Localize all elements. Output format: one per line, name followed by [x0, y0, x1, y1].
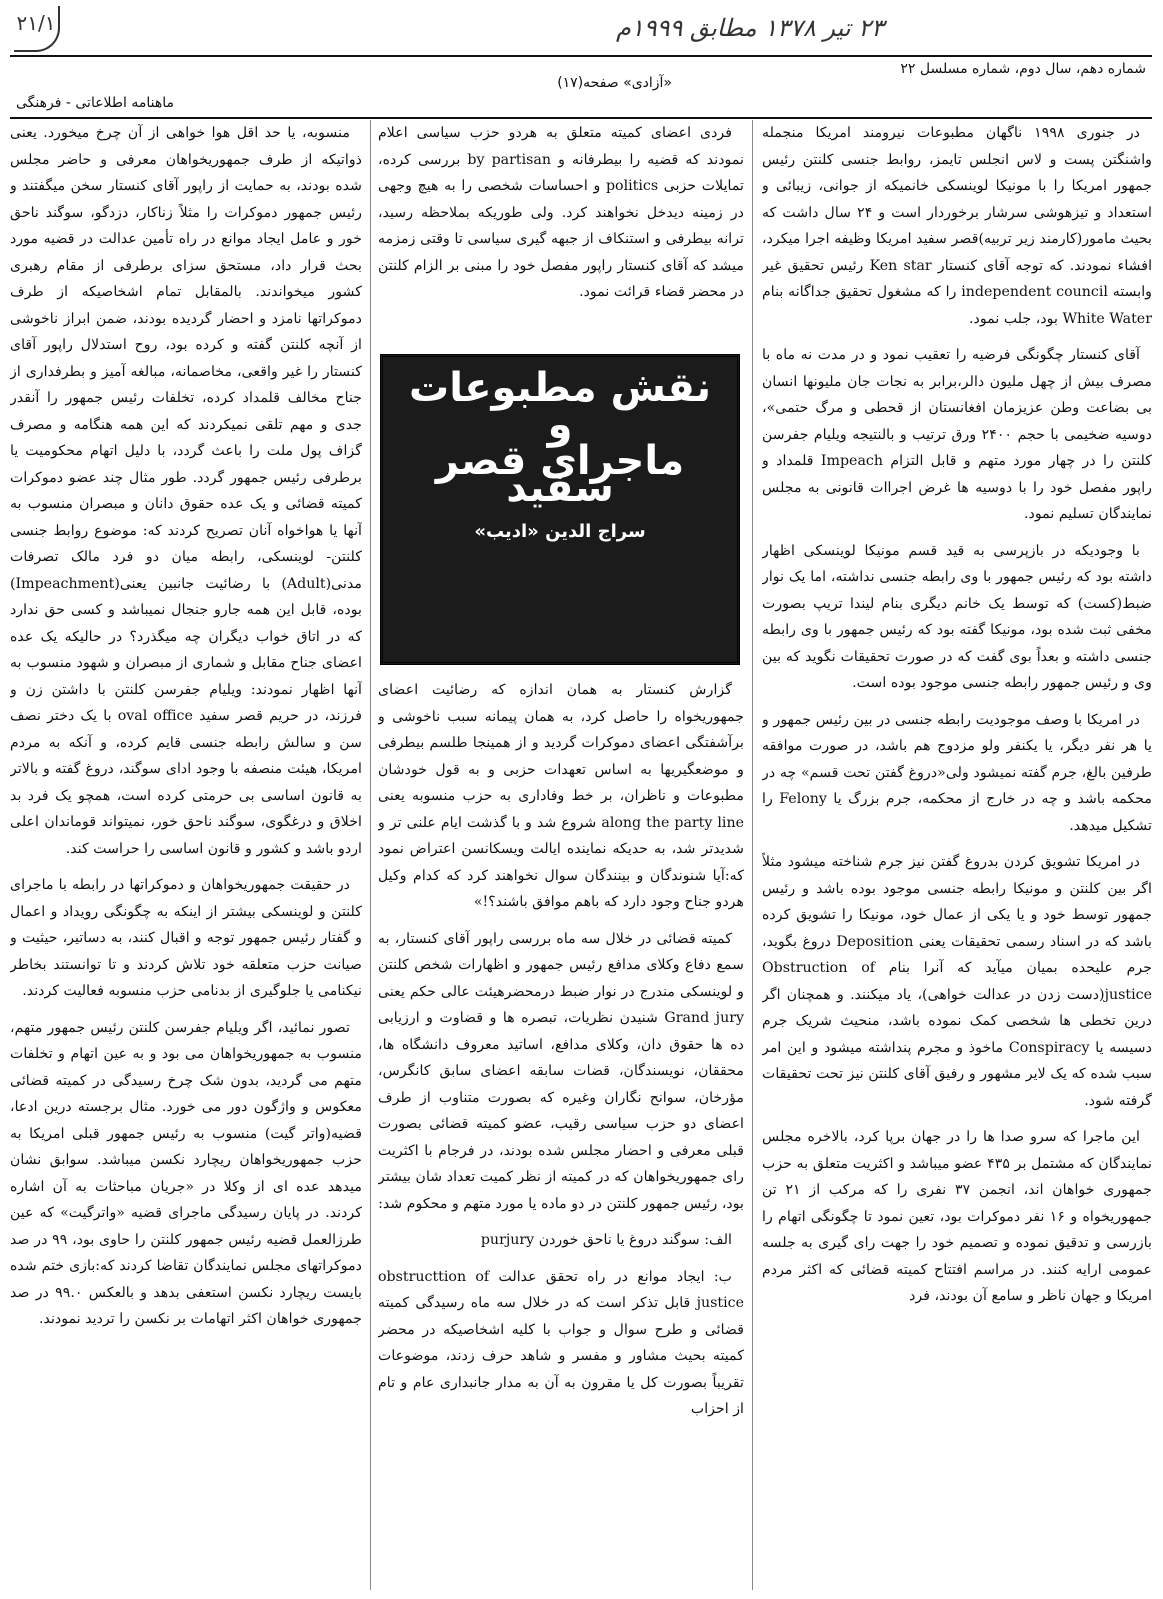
column-middle: [378, 120, 744, 1595]
paragraph: در جنوری ۱۹۹۸ ناگهان مطبوعات نیرومند امریکا منجمله واشنگتن پست و لاس انجلس تایمز، روابط جنسی کلنتن رئیس جمهور امریکا را با مونیکا لوینسکی خانمیکه از جوانی، زیبائی و استعداد و تیزهوشی سرشار برخوردار است و ۲۴ سال داشت که بحیث مامور(کارمند زیر تربیه)قصر سفید امریکا وظیفه اجرا میکرد، افشاء نمودند. که توجه آقای کنستار Ken star رئیس تحقیق غیر وابسته independent council را که مشغول تحقیق جداگانه بنام White Water بود، جلب نمود.: [762, 125, 1152, 327]
masthead: [10, 55, 1152, 119]
article-title-line: ماجرای قصر سفید: [435, 438, 685, 511]
middle-bottom-text: [378, 677, 744, 1567]
paragraph: الف: سوگند دروغ یا ناحق خوردن purjury: [480, 1232, 732, 1248]
paragraph: در امریکا با وصف موجودیت رابطه جنسی در بین رئیس جمهور و یا هر نفر دیگر، یا یکنفر ولو مزدوج هم باشد، در صورت موافقه طرفین بالغ، جرم گفته نمیشود ولی«دروغ گفتن تحت قسم» چه در محکمه باشد و چه در خارج از محکمه، جرم بزرگ یا Felony را تشکیل میدهد.: [762, 711, 1152, 834]
paragraph: تصور نمائید، اگر ویلیام جفرسن کلنتن رئیس جمهور متهم، منسوب به جمهوریخواهان می بود و به عین اتهام و تخلفات متهم می گردید، بدون شک چرخ رسیدگی در کمیته قضائی معکوس و واژگون دور می خورد. مثال برجسته درین ادعا، قضیه(واتر گیت) منسوب به رئیس جمهور قبلی امریکا به حزب جمهوریخواهان ریچارد نکسن میباشد. سوابق نشان میدهد عده ای از وکلا در «جریان مباحثات به آن اشاره کردند. در پایان رسیدگی ماجرای قضیه «واترگیت» که عین طرزالعمل قضیه رئیس جمهور کلنتن را حاوی بود، ۹۹ در صد دموکراتهای مجلس نمایندگان تقاضا کردند که:بازی ختم شده بایست ریچارد نکسن استعفی بدهد و بالعکس ۹۹.۰ در صد جمهوری خواهان اکثر اتهامات بر نکسن را تردید نمودند.: [10, 1019, 362, 1327]
page-reference: «آزادی» صفحه(۱۷): [557, 75, 672, 91]
article-title-line: نقش مطبوعات: [409, 365, 711, 411]
paragraph: منسوبه، یا حد اقل هوا خواهی از آن چرخ میخورد. یعنی ذواتیکه از طرف جمهوریخواهان معرفی و حاضر مجلس شده بودند، به حمایت از راپور آقای کنستار سخن میگفتند و رئیس جمهور دموکرات را مثلاً زناکار، دزدگو، سوگند ناحق خور و عامل ایجاد موانع در راه تأمین عدالت در قضیه مورد بحث قرار داد، مستحق سزای برطرفی از مقام رهبری کشور میخواندند. بالمقابل تمام اشخاصیکه از طرف دموکراتها نامزد و احضار گردیده بودند، ضمن ابراز ناخوشی از آنچه کلنتن گفته و کرده بود، روح استدلال راپور آقای کنستار را غیر واقعی، مخاصمانه، مبالغه آمیز و بطرفداری از جناح مخالف قلمداد کرده، تخلفات رئیس جمهور را آنقدر جدی و مهم تلقی نمیکردند که این همه هنگامه و مصرف گزاف پول ملت را باعث گردد، با دلیل اتهام محکومیت یا برطرفی رئیس جمهور گردد. طور مثال چند عضو دموکرات کمیته قضائی و یک عده حقوق دانان و مبصران منسوب به آنها یا هواخواه آنان تصریح کردند که: موضوع روابط جنسی کلنتن- لوینسکی، رابطه میان دو فرد مالک تصرفات مدنی(Adult) با رضائیت جانبین یعنی(Impeachment) بوده، قابل این همه جارو جنجال نمیباشد و کسی حق ندارد که در اتاق خواب دیگران چه میگذرد؟ در حالیکه یک عده اعضای جناح مقابل و شماری از مبصران و شهود منسوب به آنها اظهار نمودند: ویلیام جفرسن کلنتن با داشتن زن و فرزند، در حریم قصر سفید oval office با یک دختر نصف سن و سالش رابطه جنسی قایم کرده، و آنکه به مردم امریکا، هیئت منصفه با وجود ادای سوگند، دروغ گفته و بالاتر به قانون اساسی بی حرمتی کرده است، همچو یک فرد بد اخلاق و درغگوی، سوگند ناحق خور، نمیتواند قوماندان اعلی اردو باشد و کشور و قانون اساسی را حراست کند.: [10, 125, 362, 857]
paragraph: در حقیقت جمهوریخواهان و دموکراتها در رابطه با ماجرای کلنتن و لوینسکی بیشتر از اینکه به چگونگی رویداد و اعمال و گفتار رئیس جمهور توجه و اقبال کنند، به دساتیر، حیثیت و صیانت حزب متعلقه خود تلاش کردند و تا توانستند بخاطر نیکنامی یا جلوگیری از بدنامی حزب منسوبه فعالیت کردند.: [10, 877, 362, 999]
handwritten-corner-mark: ۲۱/۱: [14, 6, 60, 52]
paragraph: با وجودیکه در بازپرسی به قید قسم مونیکا لوینسکی اظهار داشته بود که رئیس جمهور با وی رابطه جنسی نداشته، اما یک نوار ضبط(کست) که توسط یک خانم دیگری بنام لیندا تریپ بصورت مخفی ثبت شده بود، مونیکا گفته بود که رئیس جمهور با وی رابطه جنسی داشته و بعداً بوی گفت که در صورت تحقیقات نگوید که بین وی و رئیس جمهور رابطه جنسی موجود بوده است.: [762, 542, 1152, 691]
paragraph: در امریکا تشویق کردن بدروغ گفتن نیز جرم شناخته میشود مثلاً اگر بین کلنتن و مونیکا رابطه جنسی موجود بوده باشد و رئیس جمهور توسط خود و یا یکی از عمال خود، مونیکا را تشویق کرده باشد که در اسناد رسمی تحقیقات یعنی Deposition دروغ بگوید، جرم علیحده بمیان میآید که آنرا بنام Obstruction of justice(دست زدن در عدالت خواهی)، یاد میکنند. و همچنان اگر درین تخطی ها شخصی کمک نموده باشد، منحیث شریک جرم دسیسه یا Conspiracy ماخوذ و مجرم پنداشته میشود و این امر سبب شده که یک لایر مشهور و رفیق آقای کلنتن نیز تحت تحقیقات گرفته شود.: [762, 854, 1152, 1109]
column-divider: [370, 120, 371, 1590]
article-title-box: [380, 354, 740, 665]
paragraph: ب: ایجاد موانع در راه تحقق عدالت obstructtion of justice قابل تذکر است که در خلال سه ماه رسیدگی کمیته قضائی و طرح سوال و جواب با کلیه اشخاصیکه در محضر کمیته بحیث مشاور و مفسر و شاهد حرف زدند، موضوعات تقریباً بصورت کل یا مقرون به آن به مدار جانبداری عام و تام از احزاب: [378, 1268, 744, 1417]
issue-number: شماره دهم، سال دوم، شماره مسلسل ۲۲: [900, 61, 1146, 77]
paragraph: گزارش کنستار به همان اندازه که رضائیت اعضای جمهوریخواه را حاصل کرد، به همان پیمانه سبب ناخوشی و برآشفتگی اعضای دموکرات گردید و از همینجا طلسم بیطرفی و موضعگیریها به اساس تعهدات حزبی و به قول خودشان مطبوعات و ناظران، بر خط وفاداری به حزب منسوبه یعنی along the party line شروع شد و با گذشت ایام علنی تر و شدیدتر شد، به حدیکه نماینده ایالت ویسکانسن اعتراض نمود که:آیا شنوندگان و بینندگان سوال نخواهند کرد که کدام وکیل هردو جناح وجود دارد که باهم موافق باشند؟!»: [378, 682, 744, 910]
middle-top-text: [378, 120, 744, 340]
paragraph: این ماجرا که سرو صدا ها را در جهان برپا کرد، بالاخره مجلس نمایندگان که مشتمل بر ۴۳۵ عضو میباشد و اکثریت متعلق به حزب جمهوری خواهان اند، انجمن ۳۷ نفری را که مرکب از ۲۱ تن جمهوریخواه و ۱۶ نفر دموکرات بود، تعین نمود تا چگونگی اتهام را بازرسی و تدقیق نموده و تصمیم خود را جهت رای گیری به جلسه عمومی ارایه کنند. در مراسم افتتاح کمیته قضائی که اکثر مردم امریکا و جهان ناظر و سامع آن بودند، فرد: [762, 1129, 1152, 1304]
article-author: سراج الدین «ادیب»: [474, 521, 646, 542]
paragraph: آقای کنستار چگونگی فرضیه را تعقیب نمود و در مدت نه ماه با مصرف بیش از چهل ملیون دالر،برابر به نجات جان ملیونها انسان بی بضاعت وطن عزیزمان افغانستان از قحطی و مرگ حتمی»، دوسیه ضخیمی با حجم ۲۴۰۰ ورق ترتیب و بالنتیجه ویلیام جفرسن کلنتن را در چهار مورد متهم و قابل التزام Impeach قلمداد و راپور مفصل خود را با دوسیه ها غرض اجراات قانونی به مجلس نمایندگان تسلیم نمود.: [762, 347, 1152, 522]
column-divider: [752, 120, 753, 1590]
paragraph: کمیته قضائی در خلال سه ماه بررسی راپور آقای کنستار، به سمع دفاع وکلای مدافع رئیس جمهور و اظهارات شخص کلنتن و لوینسکی مندرج در نوار ضبط درمحضرهیئت عالی حکم یعنی Grand jury شنیدن نظریات، تبصره ها و قضاوت و ارزیابی ده ها حقوق دان، وکلای مدافع، اساتید معروف دانشگاه ها، محققان، نویسندگان، قضات سابقه اعضای سابق کانگرس، مؤرخان، سوانح نگاران وغیره که بصورت متناوب از طرف اعضای دو حزب سیاسی رقیب، عضو کمیته قضائی بصورت قبلی معرفی و احضار مجلس شده بودند، در فرجام با اکثریت رای جمهوریخواهان که در کمیته از نظر کمیت تعداد شان بیشتر بود، رئیس جمهور کلنتن در دو ماده یا مورد متهم و محکوم شد:: [378, 930, 744, 1212]
column-left: [10, 120, 362, 1595]
magazine-type: ماهنامه اطلاعاتی - فرهنگی: [16, 95, 175, 111]
article-title-line: و: [547, 401, 573, 448]
paragraph: فردی اعضای کمیته متعلق به هردو حزب سیاسی اعلام نمودند که قضیه را بیطرفانه و by partisan بررسی کرده، تمایلات حزبی politics و احساسات شخصی را به هیچ وجهی در زمینه دیدخل نخواهند کرد. ولی طوریکه بملاحظه رسید، ترانه بیطرفی و استنکاف از جبهه گیری سیاسی تا وقتی زمزمه میشد که آقای کنستار راپور مفصل خود را مبنی بر الزام کلنتن در محضر قضاء قرائت نمود.: [378, 125, 744, 300]
column-right: [762, 120, 1152, 1595]
handwritten-date: ۲۳ تیر ۱۳۷۸ مطابق ۱۹۹۹م: [616, 14, 884, 42]
